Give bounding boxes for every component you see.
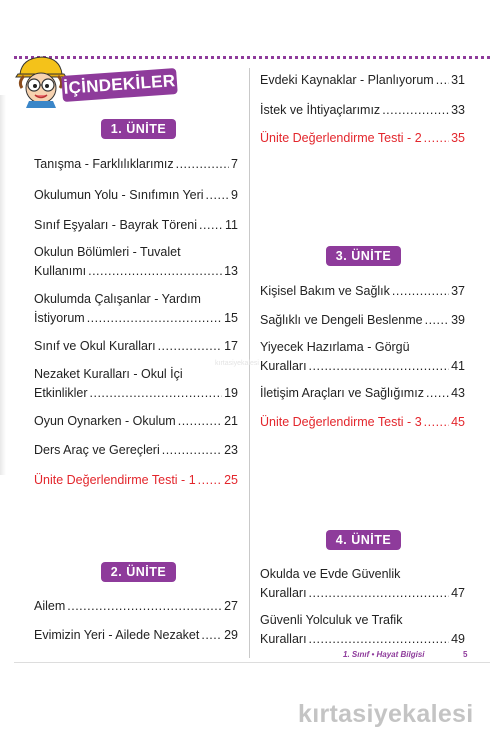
toc-entry[interactable]: İletişim Araçları ve Sağlığımız ..... 43 <box>260 384 465 403</box>
toc-entry-test[interactable]: Ünite Değerlendirme Testi - 1 ..... 25 <box>34 471 238 490</box>
toc-entry[interactable]: Güvenli Yolculuk ve Trafik Kuralları ..... 49 <box>260 611 465 649</box>
toc-entry[interactable]: Ders Araç ve Gereçleri ..... 23 <box>34 441 238 460</box>
toc-entry[interactable]: İstek ve İhtiyaçlarımız ..... 33 <box>260 101 465 120</box>
footer-book-title: 1. Sınıf • Hayat Bilgisi <box>343 650 425 659</box>
toc-entry[interactable]: Evimizin Yeri - Ailede Nezaket ..... 29 <box>34 626 238 645</box>
toc-entry[interactable]: Okulun Bölümleri - Tuvalet Kullanımı ..... 13 <box>34 243 238 281</box>
mascot-icon <box>14 52 68 108</box>
toc-entry[interactable]: Kişisel Bakım ve Sağlık ..... 37 <box>260 282 465 301</box>
toc-entry[interactable]: Nezaket Kuralları - Okul İçi Etkinlikler ..... 19 <box>34 365 238 403</box>
toc-entry[interactable]: Yiyecek Hazırlama - Görgü Kuralları ..... 41 <box>260 338 465 376</box>
faint-watermark: kırtasiyekalesi <box>215 360 259 367</box>
toc-entry[interactable]: Evdeki Kaynaklar - Planlıyorum ..... 31 <box>260 71 465 90</box>
toc-entry-test[interactable]: Ünite Değerlendirme Testi - 3 ..... 45 <box>260 413 465 432</box>
footer-rule <box>14 662 490 663</box>
page-edge-shadow <box>0 95 6 475</box>
watermark: kırtasiyekalesi <box>298 700 474 728</box>
unit-1-badge: 1. ÜNİTE <box>101 119 176 139</box>
toc-entry[interactable]: Ailem ..... 27 <box>34 597 238 616</box>
top-dotted-border <box>14 56 490 59</box>
toc-entry[interactable]: Okulumda Çalışanlar - Yardım İstiyorum ..... 15 <box>34 290 238 328</box>
unit-4-badge: 4. ÜNİTE <box>326 530 401 550</box>
toc-entry[interactable]: Sınıf ve Okul Kuralları ..... 17 <box>34 337 238 356</box>
toc-entry[interactable]: Tanışma - Farklılıklarımız ..... 7 <box>34 155 238 174</box>
unit-2-badge: 2. ÜNİTE <box>101 562 176 582</box>
toc-entry[interactable]: Sağlıklı ve Dengeli Beslenme ..... 39 <box>260 311 465 330</box>
unit-3-badge: 3. ÜNİTE <box>326 246 401 266</box>
toc-entry[interactable]: Oyun Oynarken - Okulum ..... 21 <box>34 412 238 431</box>
toc-entry[interactable]: Sınıf Eşyaları - Bayrak Töreni ..... 11 <box>34 216 238 235</box>
toc-entry[interactable]: Okulda ve Evde Güvenlik Kuralları ..... 47 <box>260 565 465 603</box>
toc-entry[interactable]: Okulumun Yolu - Sınıfımın Yeri ..... 9 <box>34 186 238 205</box>
footer-page-number: 5 <box>463 650 468 659</box>
page-title: İÇİNDEKİLER <box>61 68 178 102</box>
toc-entry-test[interactable]: Ünite Değerlendirme Testi - 2 ..... 35 <box>260 129 465 148</box>
